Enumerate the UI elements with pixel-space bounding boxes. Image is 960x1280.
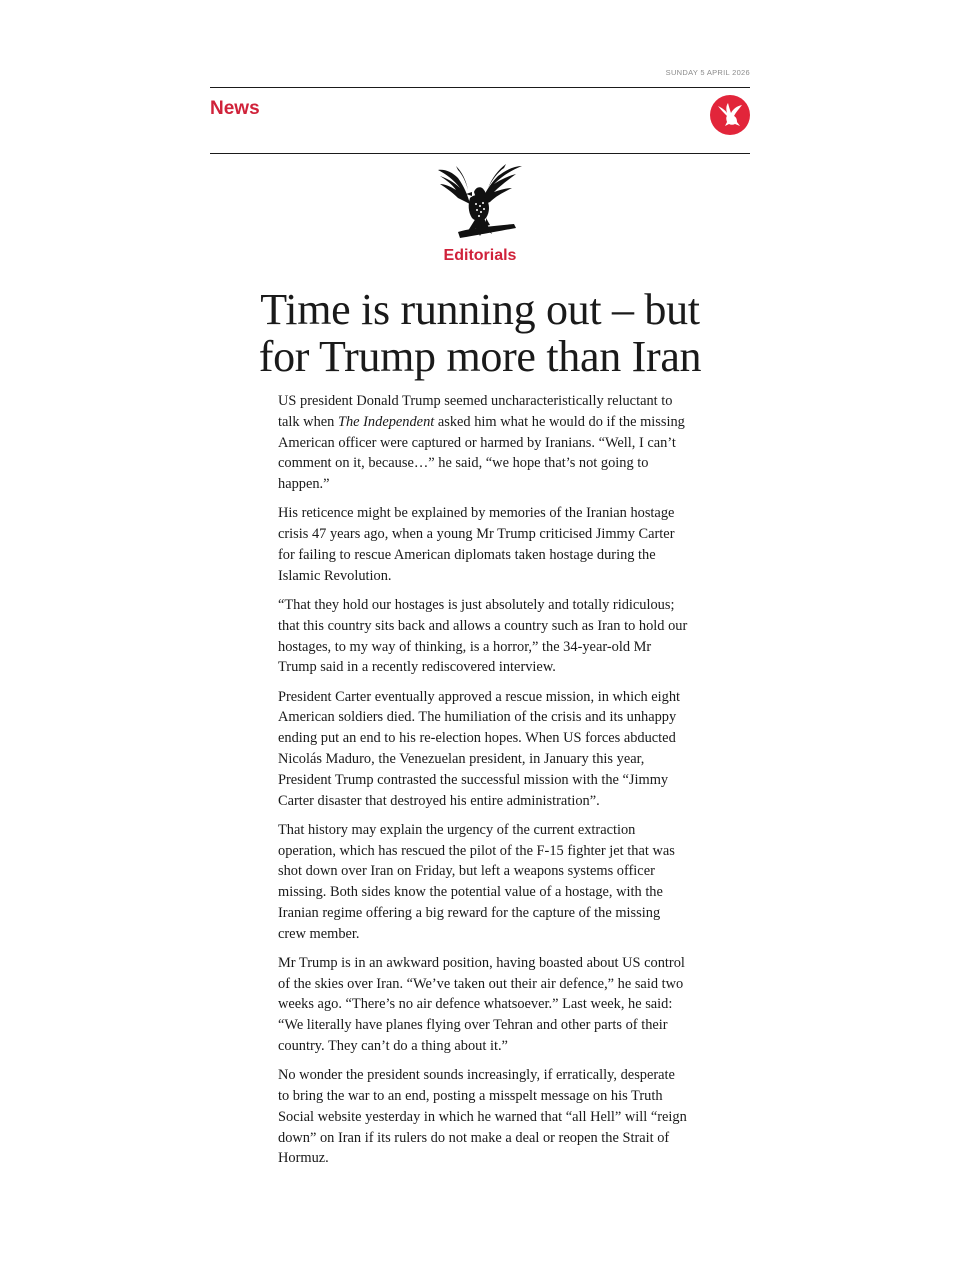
paragraph-1 [278,391,688,495]
paragraph-4: President Carter eventually approved a rescue mission, in which eight American soldiers died. The humiliation of the crisis and its unhappy ending put an end to his re-election hopes. When US forces abducted Nicolás Maduro, the Venezuelan president, in January this year, President Trump contrasted the successful mission with the “Jimmy Carter disaster that destroyed his entire administration”. [278,688,681,809]
eagle-icon [436,162,524,242]
paragraph-1-text-b: asked him what he would do if the missing American officer were captured or harmed by Iranians. “Well, I can’t comment on it, because…” he said, “we hope that’s not going to happen.” [278,413,685,493]
paragraph-5: That history may explain the urgency of the current extraction operation, which has rescued the pilot of the F-15 fighter jet that was shot down over Iran on Friday, but left a weapons systems officer missing. Both sides know the potential value of a hostage, with the Iranian regime offering a big reward for the capture of the missing crew member. [278,821,675,942]
paragraph-7: No wonder the president sounds increasingly, if erratically, desperate to bring the war to an end, posting a misspelt message on his Truth Social website yesterday in which he warned that “all Hell” will “reign down” on Iran if its rulers do not make a deal or reopen the Strait of Hormuz. [278,1067,687,1167]
article-body [278,391,688,1178]
headline [190,286,770,380]
section-label[interactable]: News [210,98,260,119]
bottom-rule [210,153,750,154]
paragraph-1-text-a: US president Donald Trump seemed uncharacteristically reluctant to talk when [278,393,673,430]
headline-line-2: for Trump more than Iran [258,332,702,381]
headline-line-1: Time is running out – but [260,285,700,334]
issue-date: SUNDAY 5 APRIL 2026 [665,68,750,77]
eagle-masthead-glyph [436,162,524,242]
paragraph-3: “That they hold our hostages is just absolutely and totally ridiculous; that this country sits back and allows a country such as Iran to hold our hostages, to my way of thinking, is a horror,” the 34-year-old Mr Trump said in a recently rediscovered interview. [278,596,688,676]
eagle-badge-icon[interactable] [710,95,750,135]
section-kicker[interactable]: Editorials [443,247,517,264]
paragraph-2: His reticence might be explained by memories of the Iranian hostage crisis 47 years ago, when a young Mr Trump criticised Jimmy Carter for failing to rescue American diplomats taken hostage during the Islamic Revolution. [278,505,675,584]
top-rule [210,87,750,88]
publication-name: The Independent [337,413,435,430]
paragraph-6: Mr Trump is in an awkward position, having boasted about US control of the skies over Iran. “We’ve taken out their air defence,” he said two weeks ago. “There’s no air defence whatsoever.” Last week, he said: “We literally have planes flying over Tehran and other parts of their country. They can’t do a thing about it.” [278,954,685,1055]
eagle-badge-glyph [715,100,745,130]
